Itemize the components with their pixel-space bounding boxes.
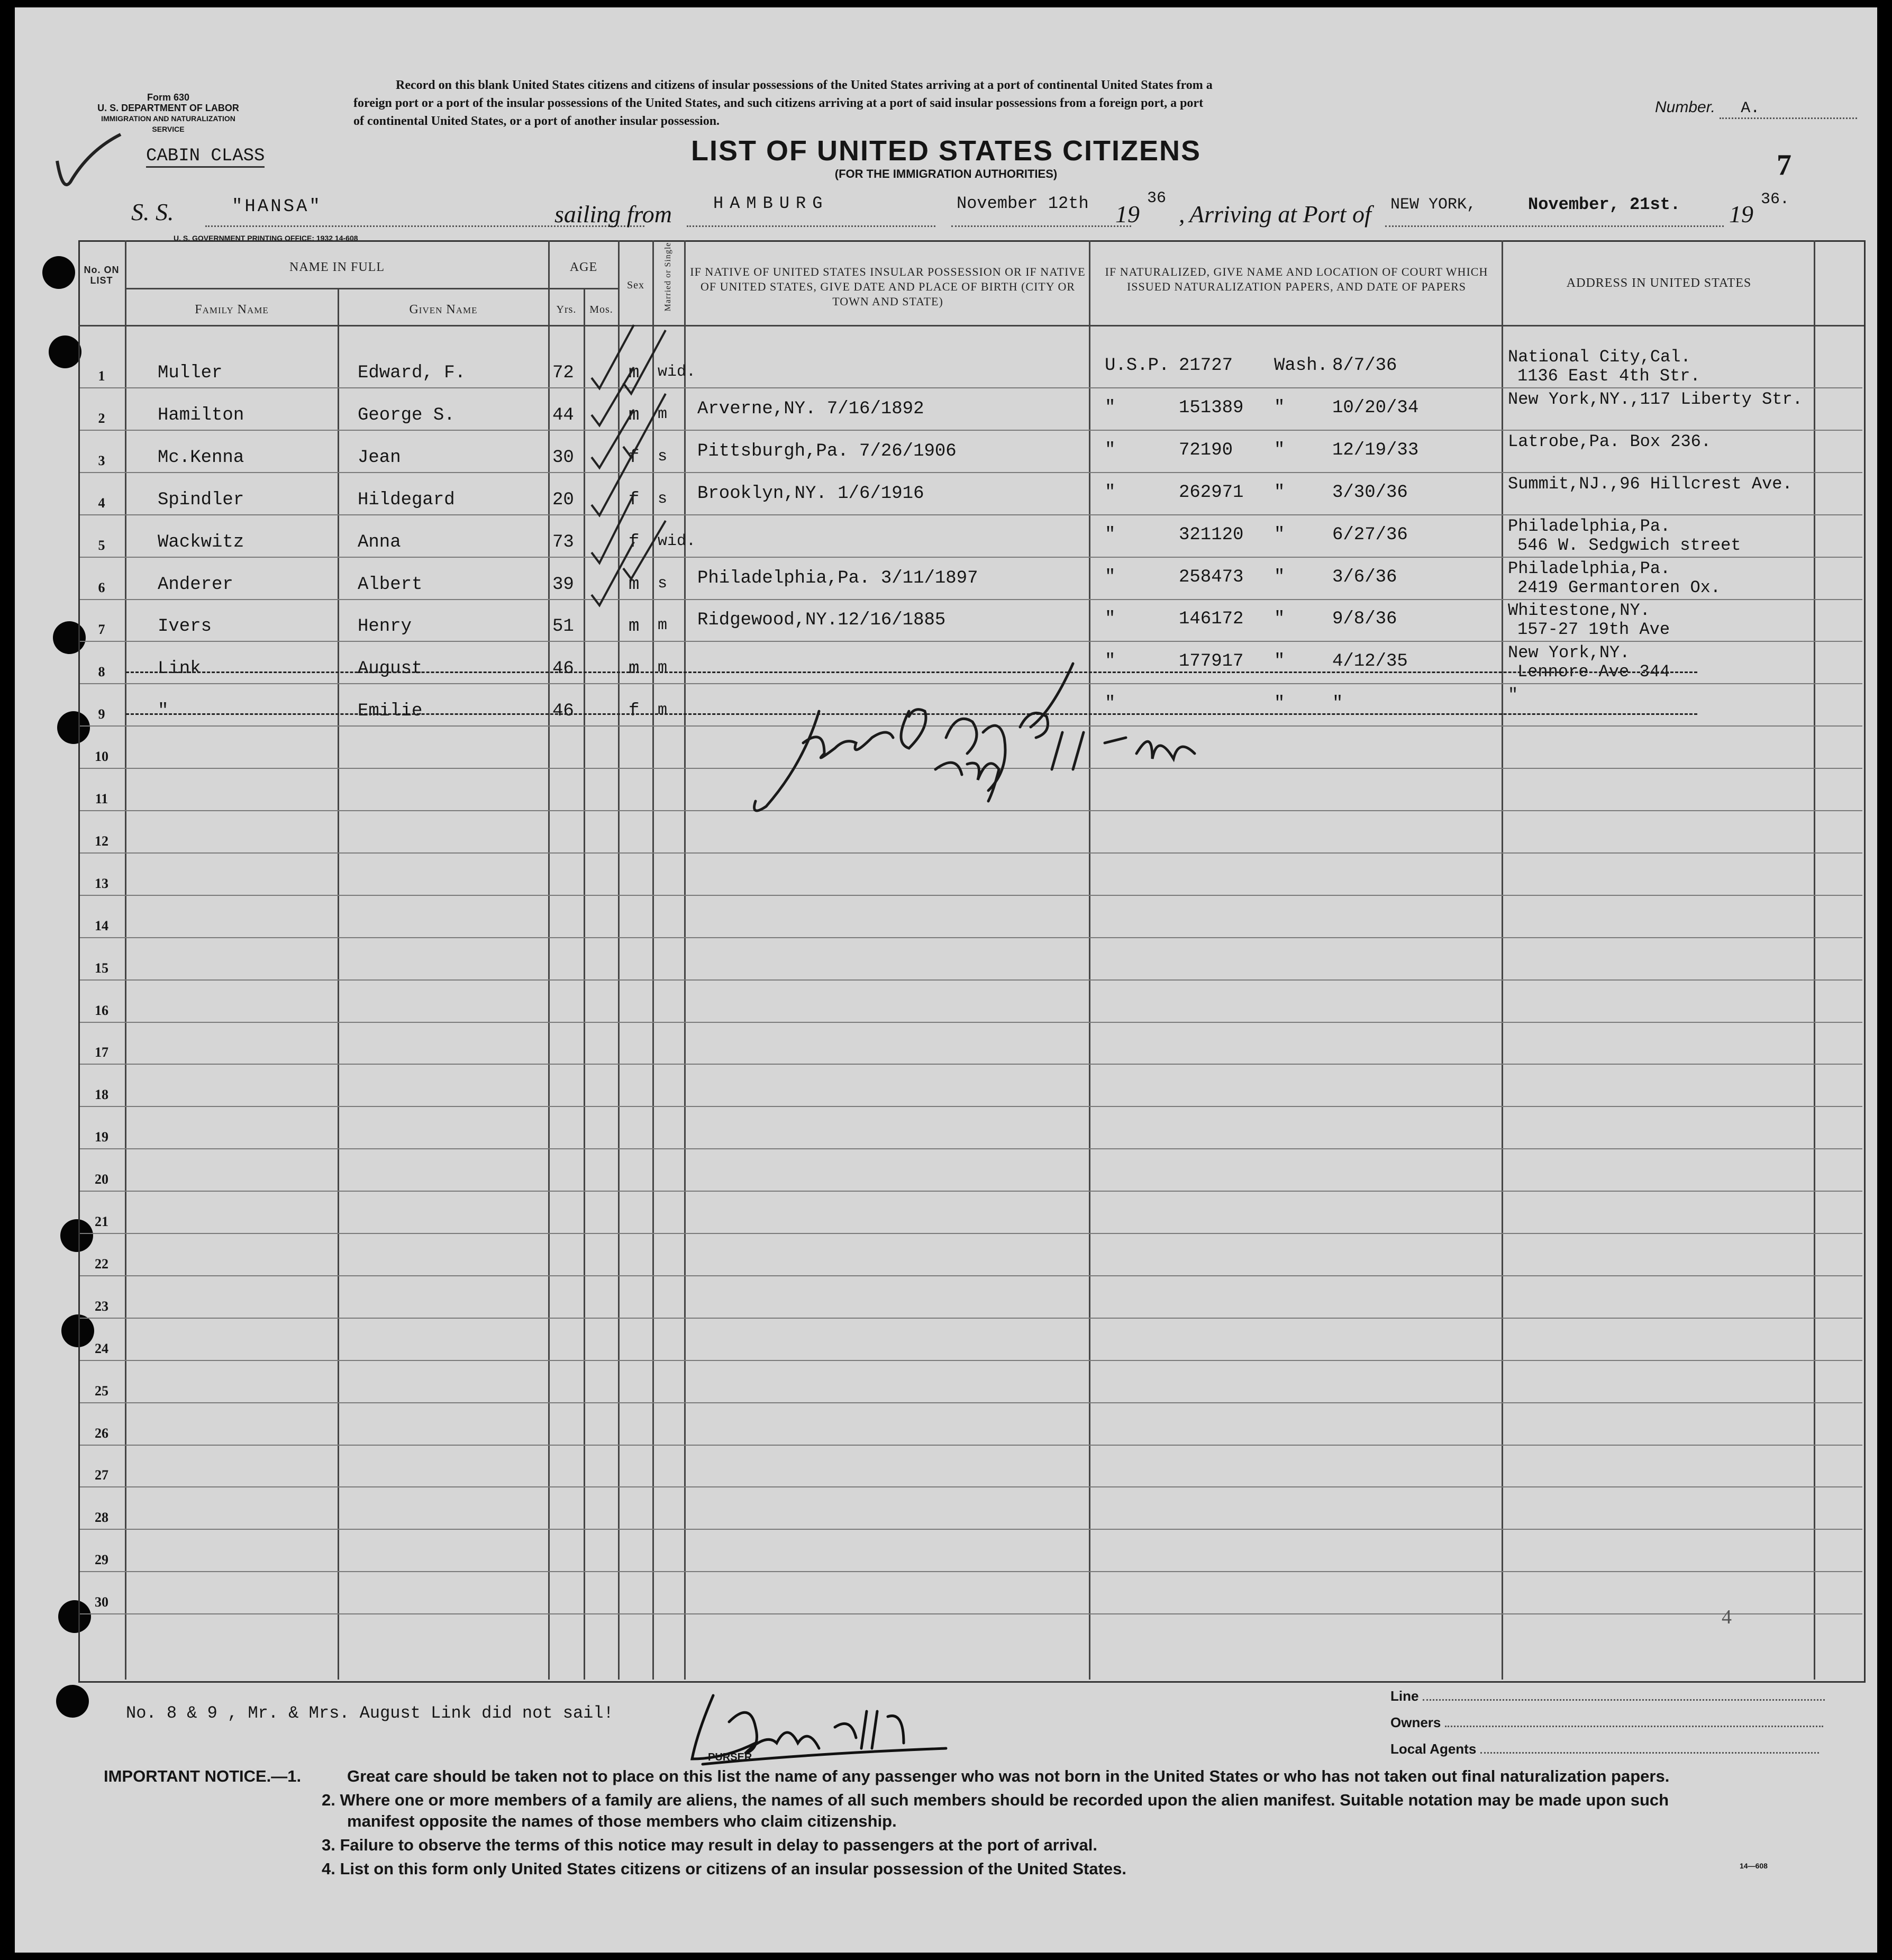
row-number: 3 — [98, 453, 105, 468]
birth-place-date: Brooklyn,NY. 1/6/1916 — [697, 484, 924, 504]
nat-location: " — [1274, 651, 1285, 672]
marital-status: s — [658, 490, 668, 508]
col-given: Given Name — [409, 303, 478, 316]
printing-note: U. S. GOVERNMENT PRINTING OFFICE: 1932 14-608 — [174, 234, 358, 242]
nat-location: " — [1274, 694, 1285, 714]
marital-status: s — [658, 448, 668, 466]
notice-item: 4. List on this form only United States citizens or citizens of an insular possession of the United States. — [322, 1859, 1126, 1878]
col-name: NAME IN FULL — [289, 260, 385, 274]
form-id — [94, 92, 242, 134]
address-line: Philadelphia,Pa. — [1508, 516, 1671, 536]
form-number: Form 630 — [147, 92, 190, 103]
age-years: 44 — [552, 405, 574, 425]
row-rule — [80, 387, 1862, 388]
sex: m — [629, 575, 640, 595]
family-name: " — [158, 701, 169, 721]
address-line: New York,NY.,117 Liberty Str. — [1508, 389, 1803, 409]
notice-item: Great care should be taken not to place on this list the name of any passenger who was not born in the United States or who has not taken out final naturalization papers. — [347, 1767, 1670, 1785]
age-years: 51 — [552, 616, 574, 637]
nat-number: 262971 — [1179, 483, 1244, 503]
row-rule — [80, 1360, 1862, 1361]
col-birth: IF NATIVE OF UNITED STATES INSULAR POSSESSION OR IF NATIVE OF UNITED STATES, GIVE DATE AND PLACE OF BIRTH (CITY OR TOWN AND STATE) — [690, 265, 1086, 308]
given-name: Edward, F. — [358, 363, 466, 383]
number-field: Number. A. — [1655, 98, 1857, 119]
row-number: 15 — [95, 960, 108, 976]
row-number: 6 — [98, 580, 105, 595]
agents-field — [1390, 1741, 1819, 1757]
age-years: 30 — [552, 448, 574, 468]
check-mark-icon — [47, 129, 126, 198]
col-age: AGE — [569, 260, 598, 274]
row-number: 23 — [95, 1299, 108, 1314]
row-rule — [80, 1318, 1862, 1319]
row-number: 19 — [95, 1129, 108, 1145]
row-number: 14 — [95, 918, 108, 933]
nat-court: " — [1105, 651, 1116, 672]
number-label: Number — [1655, 98, 1711, 116]
address-line: Latrobe,Pa. Box 236. — [1508, 432, 1712, 451]
sex: f — [629, 532, 640, 552]
nat-date: 10/20/34 — [1332, 398, 1419, 418]
departure-year: 36 — [1147, 189, 1167, 207]
row-number: 21 — [95, 1214, 108, 1229]
family-name: Mc.Kenna — [158, 448, 244, 468]
nat-court: " — [1105, 398, 1116, 418]
page-title: LIST OF UNITED STATES CITIZENS — [691, 135, 1201, 167]
row-number: 10 — [95, 749, 108, 764]
marital-status: m — [658, 659, 668, 677]
col-naturalized: IF NATURALIZED, GIVE NAME AND LOCATION OF COURT WHICH ISSUED NATURALIZATION PAPERS, AND DATE OF PAPERS — [1105, 265, 1488, 293]
marital-status: s — [658, 575, 668, 593]
row-rule — [80, 430, 1862, 431]
nat-court: " — [1105, 567, 1116, 587]
punch-hole — [56, 1685, 89, 1718]
age-years: 73 — [552, 532, 574, 552]
address-line: Philadelphia,Pa. — [1508, 559, 1671, 578]
row-number: 29 — [95, 1552, 108, 1567]
row-rule — [80, 472, 1862, 473]
col-yrs: Yrs. — [556, 304, 577, 315]
row-rule — [80, 1402, 1862, 1403]
address-line: 157-27 19th Ave — [1517, 620, 1670, 639]
age-years: 20 — [552, 490, 574, 510]
row-rule — [80, 1106, 1862, 1107]
age-years: 72 — [552, 363, 574, 383]
row-rule — [80, 1191, 1862, 1192]
arrival-date: November, 21st. — [1528, 195, 1681, 214]
department: U. S. DEPARTMENT OF LABOR — [97, 103, 239, 113]
col-sex: Sex — [627, 279, 644, 291]
family-name: Spindler — [158, 490, 244, 510]
given-name: Albert — [358, 575, 423, 595]
birth-place-date: Arverne,NY. 7/16/1892 — [697, 399, 924, 419]
family-name: Link — [158, 659, 201, 679]
row-rule — [80, 1148, 1862, 1149]
from-port: HAMBURG — [713, 194, 829, 213]
remark: No. 8 & 9 , Mr. & Mrs. August Link did not sail! — [126, 1703, 614, 1723]
arriving-label: Arriving at Port of — [1189, 201, 1371, 228]
row-number: 11 — [95, 791, 108, 806]
notice-item: manifest opposite the names of those members who claim citizenship. — [347, 1812, 897, 1830]
given-name: Jean — [358, 448, 401, 468]
age-years: 39 — [552, 575, 574, 595]
row-number: 25 — [95, 1383, 108, 1399]
sex: m — [629, 405, 640, 425]
nat-number: 151389 — [1179, 398, 1244, 418]
notice-item: 3. Failure to observe the terms of this notice may result in delay to passengers at the port of arrival. — [322, 1836, 1098, 1854]
nat-location: " — [1274, 483, 1285, 503]
sex: m — [629, 616, 640, 637]
nat-location: " — [1274, 525, 1285, 545]
departure-date: November 12th — [957, 194, 1089, 213]
nat-date: 4/12/35 — [1332, 651, 1408, 672]
row-rule — [80, 1445, 1862, 1446]
address-line: 2419 Germantoren Ox. — [1517, 578, 1721, 597]
family-name: Wackwitz — [158, 532, 244, 552]
row-number: 8 — [98, 664, 105, 679]
col-address: ADDRESS IN UNITED STATES — [1566, 276, 1752, 290]
row-rule — [80, 1486, 1862, 1487]
col-no: No. ON LIST — [84, 265, 120, 286]
nat-court: U.S.P. — [1105, 356, 1170, 376]
instructions — [353, 76, 1570, 130]
sex: m — [629, 659, 640, 679]
marital-status: wid. — [658, 532, 696, 550]
family-name: Anderer — [158, 575, 233, 595]
row-number: 22 — [95, 1256, 108, 1272]
address-line: Whitestone,NY. — [1508, 601, 1650, 620]
row-number: 13 — [95, 876, 108, 891]
row-rule — [80, 599, 1862, 600]
row-number: 30 — [95, 1594, 108, 1610]
sex: f — [629, 701, 640, 721]
marital-status: m — [658, 616, 668, 634]
nat-court: " — [1105, 525, 1116, 545]
address-line: Lennore Ave 344 — [1517, 662, 1670, 682]
purser-label: PURSER — [708, 1752, 752, 1763]
row-number: 4 — [98, 495, 105, 511]
row-rule — [80, 1275, 1862, 1276]
col-mos: Mos. — [589, 304, 613, 315]
row-rule — [80, 852, 1862, 854]
line-field — [1390, 1688, 1825, 1704]
nat-date: 12/19/33 — [1332, 440, 1419, 460]
given-name: George S. — [358, 405, 455, 425]
row-number: 16 — [95, 1003, 108, 1018]
row-number: 18 — [95, 1087, 108, 1102]
row-rule — [80, 895, 1862, 896]
instruction-line: Record on this blank United States citizens and citizens of insular possessions of the United States arriving at a port of continental United States from a — [396, 78, 1213, 92]
service: IMMIGRATION AND NATURALIZATION SERVICE — [101, 114, 235, 133]
instruction-line: of continental United States, or a port of another insular possession. — [353, 114, 720, 128]
birth-place-date: Pittsburgh,Pa. 7/26/1906 — [697, 441, 957, 461]
given-name: Anna — [358, 532, 401, 552]
nat-number: 321120 — [1179, 525, 1244, 545]
birth-place-date: Ridgewood,NY.12/16/1885 — [697, 610, 946, 630]
century: 19 — [1729, 201, 1753, 228]
inspector-signature — [734, 632, 1237, 833]
nat-date: 8/7/36 — [1332, 356, 1397, 376]
col-marital: Married or Single — [663, 242, 672, 312]
nat-date: 3/30/36 — [1332, 483, 1408, 503]
address-line: " — [1508, 685, 1518, 705]
given-name: Emilie — [358, 701, 423, 721]
marital-status: m — [658, 701, 668, 719]
nat-date: 6/27/36 — [1332, 525, 1408, 545]
nat-number: 21727 — [1179, 356, 1233, 376]
nat-court: " — [1105, 694, 1116, 714]
address-line: National City,Cal. — [1508, 347, 1691, 367]
row-rule — [80, 1022, 1862, 1023]
row-number: 28 — [95, 1510, 108, 1525]
notice-item: 2. Where one or more members of a family are aliens, the names of all such members should be recorded upon the alien manifest. Suitable notation may be made upon such — [322, 1791, 1669, 1809]
age-years: 46 — [552, 659, 574, 679]
row-rule — [80, 979, 1862, 981]
voyage-line: S. S. "HANSA" sailing from HAMBURG November 12th 19 36 , Arriving at Port of NEW YORK, November, 21st. 19 36. — [131, 189, 1790, 228]
col-family: Family Name — [195, 303, 269, 316]
row-rule — [80, 937, 1862, 938]
nat-date: 9/8/36 — [1332, 609, 1397, 629]
sex: f — [629, 490, 640, 510]
nat-number: 177917 — [1179, 651, 1244, 672]
ss-label: S. S. — [131, 198, 174, 225]
side-mark: 4 — [1722, 1606, 1732, 1628]
nat-location: Wash. — [1274, 356, 1329, 376]
given-name: Henry — [358, 616, 412, 637]
address-line: Summit,NJ.,96 Hillcrest Ave. — [1508, 474, 1793, 494]
sailing-label: sailing from — [554, 201, 672, 228]
row-number: 27 — [95, 1467, 108, 1483]
sex: m — [629, 363, 640, 383]
nat-date: " — [1332, 694, 1343, 714]
nat-location: " — [1274, 609, 1285, 629]
page-mark: 7 — [1777, 149, 1791, 182]
marital-status: wid. — [658, 363, 696, 381]
passenger-table — [78, 240, 1866, 1683]
number-value: A. — [1720, 99, 1857, 119]
marital-status: m — [658, 405, 668, 423]
row-number: 1 — [98, 368, 105, 384]
nat-number: 146172 — [1179, 609, 1244, 629]
form-code: 14—608 — [1740, 1862, 1768, 1870]
class-stamp: CABIN CLASS — [146, 146, 265, 168]
nat-court: " — [1105, 609, 1116, 629]
age-years: 46 — [552, 701, 574, 721]
row-number: 2 — [98, 411, 105, 426]
owners-field — [1390, 1714, 1823, 1731]
row-number: 5 — [98, 538, 105, 553]
row-rule — [80, 557, 1862, 558]
check-marks — [586, 320, 692, 658]
instruction-line: foreign port or a port of the insular possessions of the United States, and such citizens arriving at a port of said insular possessions from a foreign port, a port — [353, 96, 1204, 110]
arrival-year: 36. — [1761, 190, 1790, 208]
given-name: August — [358, 659, 423, 679]
arrival-port: NEW YORK, — [1390, 196, 1477, 214]
row-rule — [80, 1571, 1862, 1572]
line-label: Line — [1390, 1688, 1419, 1704]
row-number: 24 — [95, 1341, 108, 1356]
punch-hole — [49, 335, 81, 368]
family-name: Muller — [158, 363, 223, 383]
given-name: Hildegard — [358, 490, 455, 510]
page-subtitle: (FOR THE IMMIGRATION AUTHORITIES) — [834, 167, 1058, 180]
row-number: 9 — [98, 706, 105, 722]
nat-number: 72190 — [1179, 440, 1233, 460]
row-rule — [80, 1529, 1862, 1530]
nat-location: " — [1274, 440, 1285, 460]
row-number: 7 — [98, 622, 105, 637]
ship-name: "HANSA" — [232, 197, 322, 217]
row-rule — [80, 1064, 1862, 1065]
row-number: 12 — [95, 833, 108, 849]
nat-court: " — [1105, 483, 1116, 503]
family-name: Ivers — [158, 616, 212, 637]
agents-label: Local Agents — [1390, 1741, 1477, 1757]
nat-number: 258473 — [1179, 567, 1244, 587]
century: 19 — [1115, 201, 1140, 228]
nat-location: " — [1274, 567, 1285, 587]
address-line: New York,NY. — [1508, 643, 1630, 663]
owners-label: Owners — [1390, 1714, 1441, 1730]
birth-place-date: Philadelphia,Pa. 3/11/1897 — [697, 568, 978, 588]
nat-court: " — [1105, 440, 1116, 460]
row-number: 20 — [95, 1172, 108, 1187]
address-line: 1136 East 4th Str. — [1517, 366, 1700, 386]
row-rule — [80, 514, 1862, 515]
punch-hole — [42, 256, 75, 289]
nat-location: " — [1274, 398, 1285, 418]
notice-title: IMPORTANT NOTICE.—1. — [104, 1767, 302, 1785]
row-number: 26 — [95, 1426, 108, 1441]
row-rule — [80, 1233, 1862, 1234]
nat-date: 3/6/36 — [1332, 567, 1397, 587]
row-number: 17 — [95, 1045, 108, 1060]
manifest-page — [15, 7, 1877, 1953]
address-line: 546 W. Sedgwich street — [1517, 536, 1741, 555]
family-name: Hamilton — [158, 405, 244, 425]
row-rule — [80, 1613, 1862, 1614]
sex: f — [629, 448, 640, 468]
